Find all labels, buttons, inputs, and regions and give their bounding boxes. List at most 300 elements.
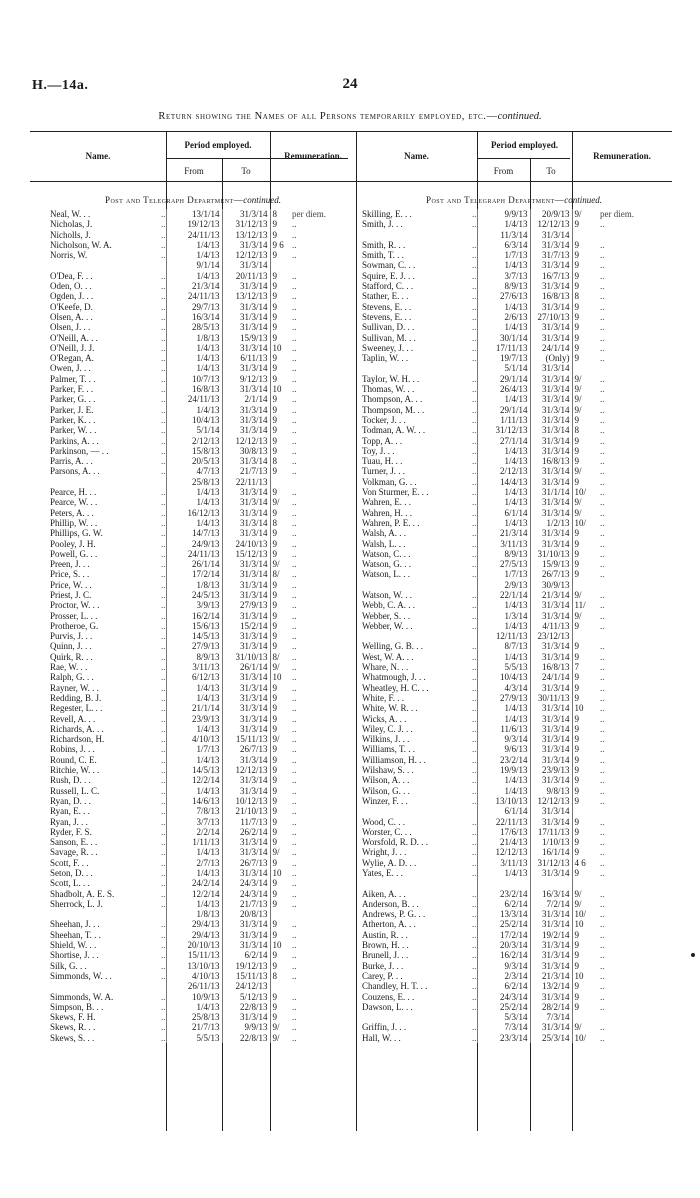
remuneration: 9 — [572, 322, 600, 332]
dots: .. — [472, 342, 477, 353]
employee-name: Powell, G. . . — [50, 548, 98, 559]
remuneration — [270, 477, 292, 487]
period-from: 5/1/14 — [166, 425, 222, 435]
period-from: 27/5/13 — [477, 559, 530, 569]
dots — [459, 631, 477, 641]
period-from: 12/11/13 — [477, 631, 530, 641]
table-row — [50, 1022, 342, 1032]
employee-name: Austin, R. . . — [362, 929, 408, 940]
dots: .. — [161, 425, 166, 436]
remuneration-unit: .. — [292, 435, 297, 446]
period-to: 19/2/14 — [530, 930, 572, 940]
employee-name — [50, 981, 150, 991]
employee-name: Parker, K. . . — [50, 414, 96, 425]
period-from: 15/11/13 — [166, 950, 222, 960]
remuneration-unit — [600, 230, 662, 240]
remuneration-unit: .. — [292, 579, 297, 590]
period-from: 19/9/13 — [477, 765, 530, 775]
period-from: 29/7/13 — [166, 302, 222, 312]
period-to: 6/2/14 — [222, 950, 270, 960]
period-from: 19/7/13 — [477, 353, 530, 363]
remuneration: 9/ — [270, 1033, 292, 1043]
period-to: 31/3/14 — [222, 837, 270, 847]
remuneration: 9 — [270, 271, 292, 281]
remuneration-unit: .. — [600, 672, 605, 683]
remuneration: 9 — [572, 281, 600, 291]
period-from: 9/3/14 — [477, 734, 530, 744]
employee-name: Topp, A. . . — [362, 435, 403, 446]
period-from: 14/5/13 — [166, 631, 222, 641]
period-to: 31/3/14 — [530, 374, 572, 384]
remuneration-unit: .. — [600, 1001, 605, 1012]
dots: .. — [161, 734, 166, 745]
period-to: 11/7/13 — [222, 817, 270, 827]
remuneration: 9 — [270, 580, 292, 590]
period-from: 1/8/13 — [166, 909, 222, 919]
remuneration: 9/ — [270, 734, 292, 744]
table-row — [50, 415, 342, 425]
remuneration: 9 — [572, 652, 600, 662]
dots: .. — [161, 744, 166, 755]
remuneration-unit: .. — [600, 404, 605, 415]
employee-name: Thompson, A. . . — [362, 394, 423, 405]
table-row — [50, 817, 342, 827]
employee-name: Parris, A. . . — [50, 456, 93, 467]
period-to: 31/3/14 — [222, 580, 270, 590]
employee-name: Parkinson, — . . — [50, 445, 109, 456]
dots: .. — [472, 425, 477, 436]
remuneration-unit: .. — [600, 311, 605, 322]
remuneration-unit: .. — [292, 795, 297, 806]
period-from: 26/11/13 — [166, 981, 222, 991]
right-section-heading — [356, 195, 672, 205]
remuneration: 8 — [270, 456, 292, 466]
period-from: 13/10/13 — [166, 961, 222, 971]
period-from: 8/7/13 — [477, 641, 530, 651]
table-row — [362, 744, 662, 754]
employee-name: Parker, F. . . — [50, 384, 94, 395]
period-from: 1/4/13 — [166, 487, 222, 497]
remuneration-unit: .. — [600, 795, 605, 806]
period-to: 31/3/14 — [222, 425, 270, 435]
table-row — [362, 847, 662, 857]
employee-name: Russell, L. C. — [50, 785, 100, 796]
remuneration-unit: .. — [292, 641, 297, 652]
table-row — [50, 466, 342, 476]
remuneration: 9 — [572, 724, 600, 734]
remuneration-unit: .. — [600, 765, 605, 776]
remuneration: 9 — [572, 446, 600, 456]
remuneration: 9 — [270, 549, 292, 559]
remuneration-unit: .. — [292, 826, 297, 837]
period-to: 31/3/14 — [530, 466, 572, 476]
employee-name: Toy, J. . . — [362, 445, 395, 456]
table-row — [362, 652, 662, 662]
remuneration-unit: .. — [600, 857, 605, 868]
period-to: 31/3/14 — [222, 405, 270, 415]
table-row — [362, 1012, 662, 1022]
dots: .. — [472, 384, 477, 395]
remuneration-unit: .. — [292, 363, 297, 374]
employee-name: Anderson, B. . . — [362, 898, 419, 909]
employee-name: Price, S. . . — [50, 569, 90, 580]
period-to: 15/11/13 — [222, 734, 270, 744]
employee-name: Webber, W. . . — [362, 620, 413, 631]
period-from: 24/11/13 — [166, 291, 222, 301]
remuneration-unit: .. — [292, 919, 297, 930]
period-to: 31/3/14 — [222, 528, 270, 538]
employee-name: Sheehan, T. . . — [50, 929, 101, 940]
period-to: 16/1/14 — [530, 847, 572, 857]
remuneration: 8/ — [270, 569, 292, 579]
period-to: 31/3/14 — [222, 415, 270, 425]
period-from: 1/4/13 — [477, 446, 530, 456]
dots: .. — [472, 507, 477, 518]
table-row — [362, 1002, 662, 1012]
table-row — [362, 333, 662, 343]
period-from: 1/4/13 — [477, 868, 530, 878]
remuneration: 9 — [572, 940, 600, 950]
employee-name: Worster, C. . . — [362, 826, 412, 837]
period-from: 2/9/13 — [477, 580, 530, 590]
left-section-main: Post and Telegraph Department— — [104, 195, 244, 205]
dots: .. — [472, 682, 477, 693]
table-row — [362, 899, 662, 909]
dots: .. — [161, 373, 166, 384]
remuneration-unit: .. — [600, 1022, 605, 1033]
period-to: 31/3/14 — [530, 817, 572, 827]
table-row — [362, 446, 662, 456]
period-to: 31/3/14 — [530, 405, 572, 415]
remuneration-unit — [600, 878, 662, 888]
employee-name: Neal, W. . . — [50, 209, 91, 219]
dots: .. — [161, 1001, 166, 1012]
employee-name: Silk, G. . . — [50, 960, 87, 971]
employee-name: Williams, T. . . — [362, 744, 416, 755]
employee-name: Richardson, H. — [50, 734, 105, 745]
remuneration-unit: .. — [600, 456, 605, 467]
remuneration: 9 — [270, 755, 292, 765]
period-to: 31/3/14 — [222, 683, 270, 693]
employee-name: Wahren, H. . . — [362, 507, 413, 518]
employee-name: Seton, D. . . — [50, 868, 93, 878]
remuneration-unit: .. — [600, 940, 605, 951]
dots: .. — [161, 919, 166, 930]
table-row — [50, 374, 342, 384]
period-to: 31/3/14 — [222, 919, 270, 929]
left-section-heading — [30, 195, 356, 205]
remuneration-unit: .. — [292, 672, 297, 683]
dots: .. — [161, 754, 166, 765]
remuneration-unit: .. — [600, 662, 605, 673]
period-from: 1/4/13 — [166, 847, 222, 857]
remuneration-unit: .. — [600, 322, 605, 333]
table-row — [50, 1002, 342, 1012]
period-to: 20/9/13 — [530, 209, 572, 219]
employee-name: Shortise, J. . . — [50, 950, 99, 961]
employee-name: Smith, T. . . — [362, 250, 404, 261]
period-from: 31/12/13 — [477, 425, 530, 435]
employee-name: Taplin, W. . . — [362, 353, 409, 364]
period-from: 1/3/14 — [477, 611, 530, 621]
employee-name: Price, W. . . — [50, 579, 92, 590]
period-from: 1/4/13 — [477, 703, 530, 713]
period-from: 1/4/13 — [166, 240, 222, 250]
remuneration-unit: .. — [292, 229, 297, 240]
period-to: 16/8/13 — [530, 456, 572, 466]
remuneration-unit: .. — [600, 487, 605, 498]
title-continued: continued. — [497, 111, 542, 122]
remuneration-unit: .. — [600, 239, 605, 250]
table-row — [50, 724, 342, 734]
remuneration: 9 — [572, 930, 600, 940]
dots: .. — [472, 353, 477, 364]
period-from: 6/1/14 — [477, 806, 530, 816]
dots: .. — [472, 754, 477, 765]
dots: .. — [472, 1022, 477, 1033]
remuneration-unit: .. — [600, 919, 605, 930]
remuneration-unit: .. — [292, 785, 297, 796]
remuneration-unit: .. — [600, 950, 605, 961]
table-row — [362, 549, 662, 559]
employee-name: Prosser, L. . . — [50, 610, 98, 621]
remuneration: 9 — [270, 353, 292, 363]
table-row — [362, 940, 662, 950]
remuneration-unit — [600, 1012, 662, 1022]
table-row — [362, 487, 662, 497]
remuneration-unit: .. — [292, 517, 297, 528]
remuneration: 9 — [270, 312, 292, 322]
period-to: 13/2/14 — [530, 981, 572, 991]
period-to: 31/3/14 — [222, 363, 270, 373]
period-from: 1/4/13 — [477, 621, 530, 631]
period-to: 24/1/14 — [530, 672, 572, 682]
dots — [150, 477, 166, 487]
dots: .. — [161, 857, 166, 868]
dots: .. — [472, 548, 477, 559]
remuneration-unit: .. — [292, 414, 297, 425]
remuneration-unit: .. — [292, 487, 297, 498]
period-to: 12/12/13 — [222, 436, 270, 446]
employee-name: Phillip, W. . . — [50, 517, 98, 528]
dots: .. — [161, 765, 166, 776]
period-to: 31/3/14 — [530, 611, 572, 621]
employee-name — [362, 580, 459, 590]
dots — [150, 260, 166, 270]
remuneration-unit: .. — [292, 868, 297, 878]
period-from: 3/11/13 — [477, 539, 530, 549]
period-from: 23/3/14 — [477, 1033, 530, 1043]
period-from: 10/7/13 — [166, 374, 222, 384]
dots: .. — [472, 394, 477, 405]
dots: .. — [161, 1032, 166, 1043]
remuneration: 9 — [572, 302, 600, 312]
remuneration-unit: .. — [600, 898, 605, 909]
remuneration: 9 — [572, 734, 600, 744]
employee-name: Ralph, G. . . — [50, 672, 94, 683]
period-to: 31/3/14 — [530, 961, 572, 971]
dots: .. — [161, 569, 166, 580]
period-from: 1/4/13 — [166, 899, 222, 909]
dots: .. — [472, 692, 477, 703]
table-row — [50, 703, 342, 713]
dots: .. — [472, 373, 477, 384]
period-to: 31/3/14 — [530, 909, 572, 919]
employee-name: Purvis, J. . . — [50, 631, 93, 642]
period-to: 2/1/14 — [222, 394, 270, 404]
period-from: 7/8/13 — [166, 806, 222, 816]
period-from: 24/9/13 — [166, 539, 222, 549]
remuneration-unit — [292, 260, 342, 270]
period-from: 14/6/13 — [166, 796, 222, 806]
period-to: 26/1/14 — [222, 662, 270, 672]
period-to: 7/2/14 — [530, 899, 572, 909]
period-to: 30/8/13 — [222, 446, 270, 456]
period-from: 14/4/13 — [477, 477, 530, 487]
remuneration: 9/ — [572, 394, 600, 404]
period-to: 31/3/14 — [222, 260, 270, 270]
period-from: 23/2/14 — [477, 889, 530, 899]
period-from: 20/5/13 — [166, 456, 222, 466]
period-to: 30/9/13 — [530, 580, 572, 590]
remuneration: 9 — [270, 374, 292, 384]
period-to: 22/8/13 — [222, 1033, 270, 1043]
dots: .. — [161, 404, 166, 415]
table-row — [50, 672, 342, 682]
table-row — [362, 1022, 662, 1032]
period-to: 22/11/13 — [222, 477, 270, 487]
remuneration-unit: .. — [292, 806, 297, 817]
remuneration: 9 — [270, 281, 292, 291]
period-from: 2/7/13 — [166, 858, 222, 868]
remuneration: 9 — [270, 899, 292, 909]
period-to: 31/3/14 — [530, 641, 572, 651]
remuneration: 9 — [270, 744, 292, 754]
period-from: 25/8/13 — [166, 477, 222, 487]
table-row — [50, 549, 342, 559]
remuneration-unit: .. — [292, 692, 297, 703]
table-row — [362, 374, 662, 384]
period-to: 24/10/13 — [222, 539, 270, 549]
period-from: 21/4/13 — [477, 837, 530, 847]
dots: .. — [472, 456, 477, 467]
period-from: 1/4/13 — [477, 786, 530, 796]
table-row — [362, 466, 662, 476]
document-code: H.—14a. — [32, 78, 89, 93]
period-to: 15/9/13 — [530, 559, 572, 569]
table-row — [362, 302, 662, 312]
employee-name: Rush, D. . . — [50, 775, 91, 786]
period-to: 31/12/13 — [222, 219, 270, 229]
period-to: 31/1/14 — [530, 487, 572, 497]
dots — [459, 230, 477, 240]
remuneration: 8 — [572, 425, 600, 435]
period-to: 31/3/14 — [530, 744, 572, 754]
employee-name: Quinn, J. . . — [50, 641, 92, 652]
employee-name: Ogden, J. . . — [50, 291, 94, 302]
employee-name: Ritchie, W. . . — [50, 765, 100, 776]
period-to: 31/3/14 — [530, 415, 572, 425]
table-row — [50, 528, 342, 538]
period-from: 21/7/13 — [166, 1022, 222, 1032]
period-from: 2/12/13 — [477, 466, 530, 476]
dots: .. — [161, 960, 166, 971]
remuneration: 9 — [270, 930, 292, 940]
remuneration: 9 — [270, 302, 292, 312]
remuneration: 9 — [572, 693, 600, 703]
period-to: 15/9/13 — [222, 333, 270, 343]
remuneration-unit: .. — [600, 723, 605, 734]
period-from: 21/1/14 — [166, 703, 222, 713]
dots: .. — [472, 497, 477, 508]
period-to: 31/3/14 — [530, 508, 572, 518]
period-from: 1/4/13 — [166, 343, 222, 353]
header-bottom-rule — [30, 181, 672, 182]
employee-name: Wright, J. . . — [362, 847, 407, 858]
remuneration-unit: .. — [600, 476, 605, 487]
period-to: 4/11/13 — [530, 621, 572, 631]
dots: .. — [161, 239, 166, 250]
period-from: 29/4/13 — [166, 930, 222, 940]
table-row — [50, 353, 342, 363]
employee-name: Volkman, G. . . — [362, 476, 417, 487]
period-to: 31/3/14 — [222, 775, 270, 785]
remuneration: 9 — [270, 394, 292, 404]
employee-name: Whare, N. . . — [362, 662, 409, 673]
employee-name: Williamson, H. . . — [362, 754, 426, 765]
period-to: 6/11/13 — [222, 353, 270, 363]
remuneration-unit: .. — [292, 404, 297, 415]
remuneration-unit: .. — [600, 713, 605, 724]
period-from: 25/8/13 — [166, 1012, 222, 1022]
left-employee-table — [50, 209, 342, 1043]
period-to: 7/3/14 — [530, 1012, 572, 1022]
left-from-header: From — [184, 166, 204, 176]
remuneration: 11/ — [572, 600, 600, 610]
remuneration-unit — [600, 580, 662, 590]
period-from: 1/4/13 — [166, 693, 222, 703]
period-to: 31/3/14 — [530, 775, 572, 785]
right-period-header: Period employed. — [491, 140, 558, 150]
table-row — [50, 590, 342, 600]
period-from: 16/2/14 — [166, 611, 222, 621]
employee-name: Olsen, J. . . — [50, 322, 91, 333]
period-to: 1/10/13 — [530, 837, 572, 847]
table-row — [50, 786, 342, 796]
employee-name: Skews, S. . . — [50, 1032, 95, 1043]
remuneration: 9 — [270, 333, 292, 343]
period-to: 31/3/14 — [222, 930, 270, 940]
remuneration-unit: .. — [292, 734, 297, 745]
dots — [459, 363, 477, 373]
period-from: 25/2/14 — [477, 919, 530, 929]
employee-name: Brown, H. . . — [362, 940, 409, 951]
period-from: 2/12/13 — [166, 436, 222, 446]
remuneration-unit: .. — [292, 270, 297, 281]
period-from: 9/1/14 — [166, 260, 222, 270]
employee-name: Phillips, G. W. — [50, 528, 103, 539]
period-to: 31/3/14 — [530, 384, 572, 394]
employee-name: Wilkins, J. . . — [362, 734, 410, 745]
remuneration-unit: .. — [600, 960, 605, 971]
table-row — [362, 631, 662, 641]
remuneration: 9 — [572, 353, 600, 363]
page-title — [0, 111, 700, 122]
table-row — [362, 878, 662, 888]
table-row — [362, 260, 662, 270]
remuneration — [572, 363, 600, 373]
table-row — [50, 919, 342, 929]
